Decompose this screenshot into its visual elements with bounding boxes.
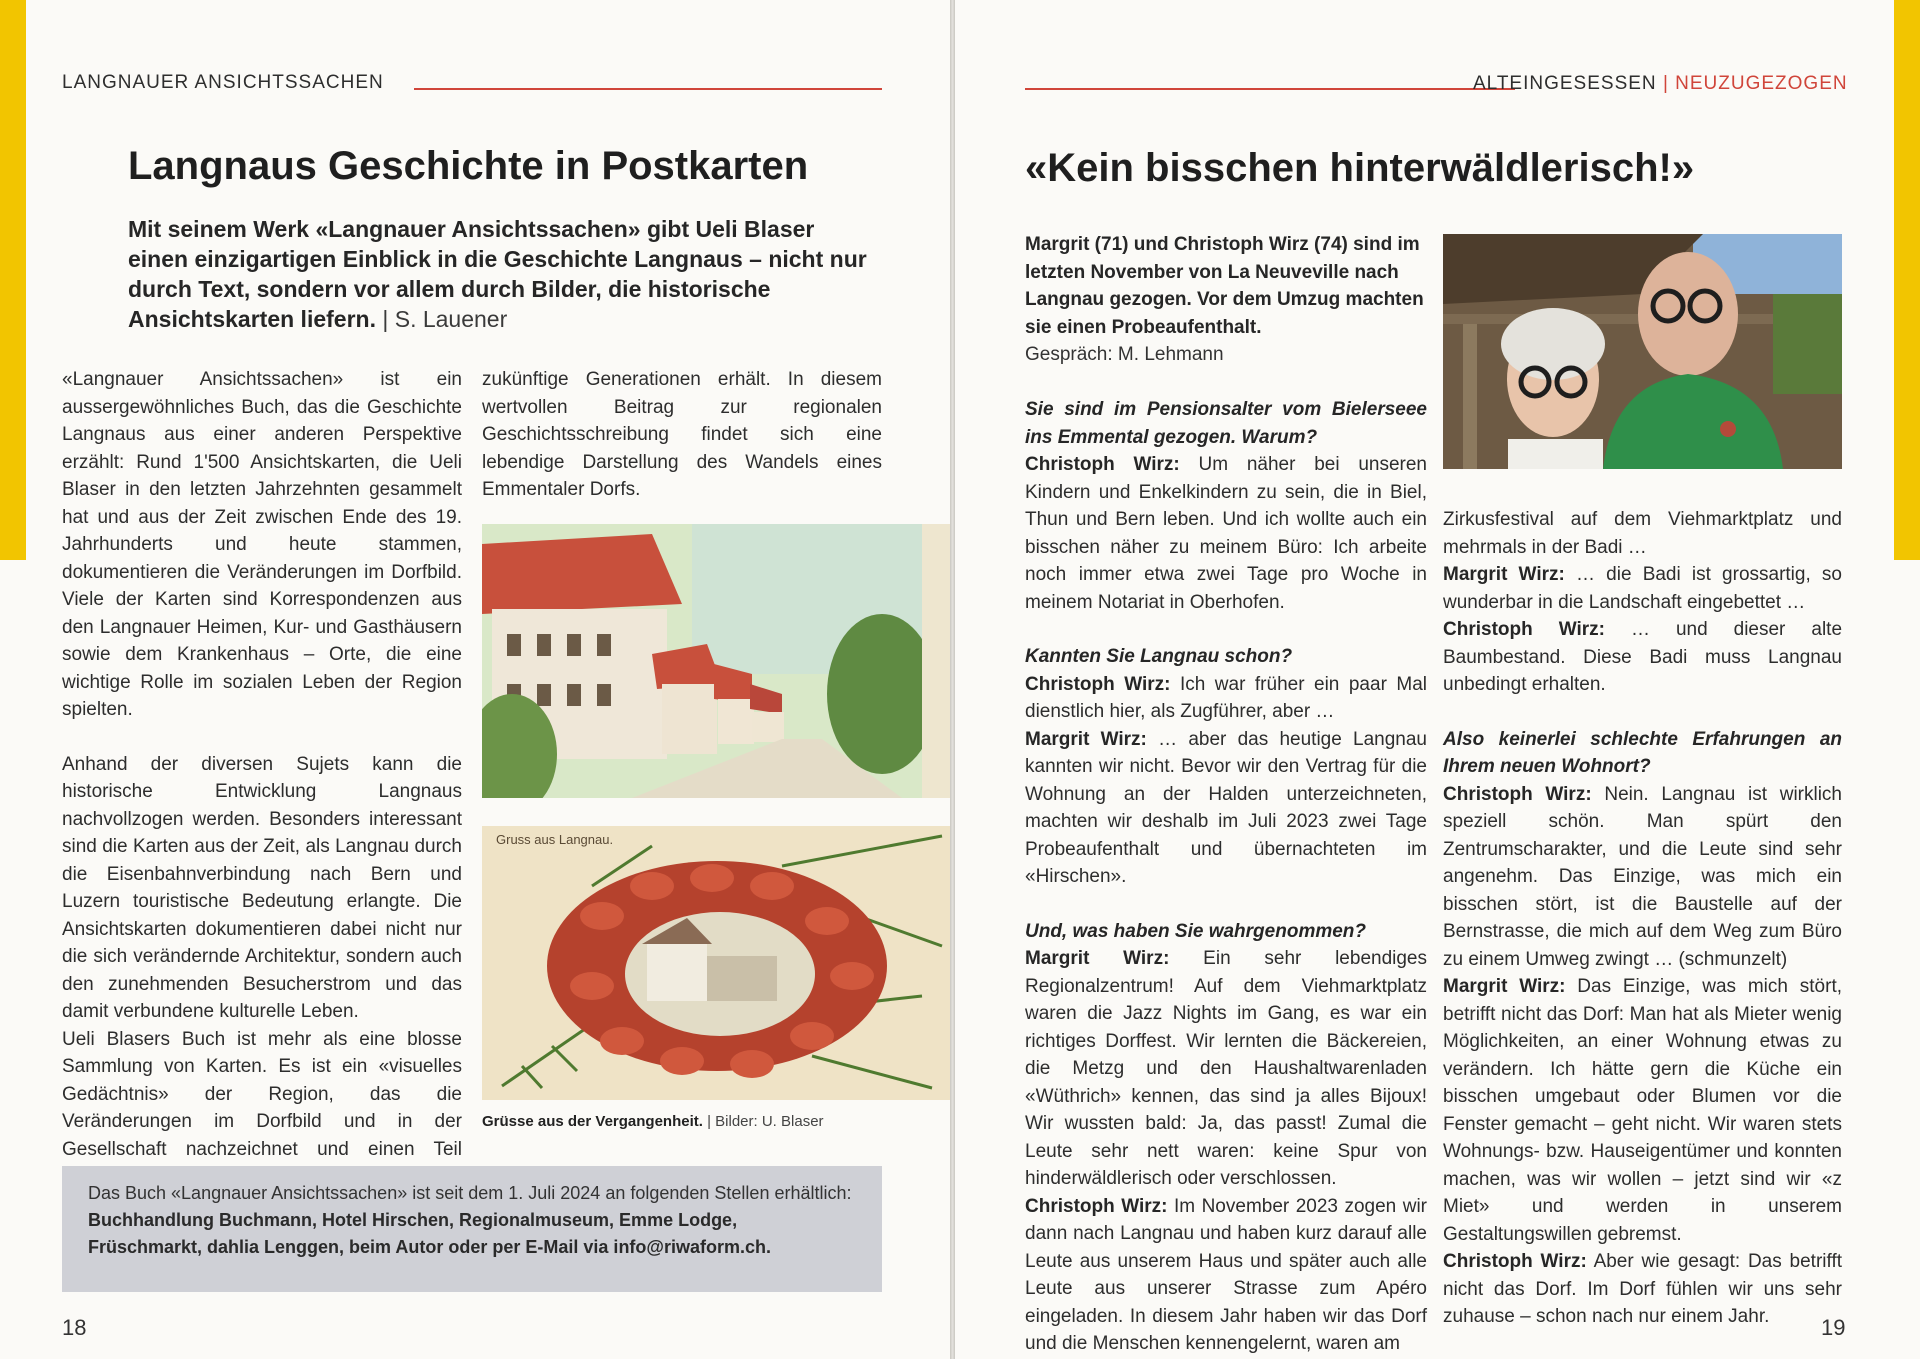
speaker-name: Christoph Wirz: bbox=[1025, 673, 1171, 695]
section-label-new: NEUZUGEZOGEN bbox=[1675, 73, 1848, 94]
interview-answer: Margrit Wirz: … die Badi ist grossartig, so wunderbar in die Landschaft eingebettet … bbox=[1443, 564, 1842, 613]
paragraph: zukünftige Generationen erhält. In diesem wertvollen Beitrag zur regionalen Geschichtsschreibung findet sich eine lebendige Darstellung des Wandels eines Emmentaler Dorfs. bbox=[482, 369, 882, 500]
interview-question: Kannten Sie Langnau schon? bbox=[1025, 646, 1293, 667]
interview-answer: Margrit Wirz: Ein sehr lebendiges Regionalzentrum! Auf dem Viehmarktplatz waren die Jazz Nights im Gang, es war ein richtiges Dorffest. Wir lernten die Bäckereien, die Metzg und den Haushaltwarenladen «Wüthrich» kennen, das sind ja alles Bijoux! Wir wussten bald: Ja, das passt! Zumal die Leute sehr nett waren: keine Spur von hinderwäldlerisch oder verschlossen. bbox=[1025, 948, 1427, 1189]
interview-answer: Margrit Wirz: … aber das heutige Langnau kannten wir nicht. Bevor wir den Vertrag für die Wohnung an der Halden unterzeichneten, machten wir deshalb im Juli 2023 zwei Tage Probeaufenthalt und übernachteten im «Hirschen». bbox=[1025, 728, 1427, 887]
speaker-name: Christoph Wirz: bbox=[1443, 619, 1605, 640]
section-rule bbox=[414, 88, 882, 90]
couple-photo bbox=[1443, 234, 1842, 469]
postcard-text: Gruss aus Langnau. bbox=[496, 832, 614, 847]
interview-answer: Christoph Wirz: Ich war früher ein paar Mal dienstlich hier, als Zugführer, aber … bbox=[1025, 673, 1427, 722]
lead-paragraph bbox=[128, 214, 868, 334]
info-box bbox=[62, 1166, 882, 1292]
yellow-edge-left bbox=[0, 0, 26, 560]
interview-column-1 bbox=[1025, 396, 1427, 1358]
speaker-name: Margrit Wirz: bbox=[1443, 564, 1565, 585]
paragraph: «Langnauer Ansichtssachen» ist ein aussergewöhnliches Buch, das die Geschichte Langnaus aus einer anderen Perspektive erzählt: Rund 1'500 Ansichtskarten, die Ueli Blaser in den letzten Jahrzehnten gesammelt hat und aus der Zeit zwischen Ende des 19. Jahrhunderts und heute stammen, dokumentieren die Veränderungen im Dorfbild. Viele der Karten sind Korrespondenzen aus den Langnauer Heimen, Kur- und Gasthäusern sowie dem Krankenhaus – Orte, die eine wichtige Rolle im sozialen Leben der Region spielten. bbox=[62, 369, 462, 720]
info-box-locations: Buchhandlung Buchmann, Hotel Hirschen, Regionalmuseum, Emme Lodge, Früschmarkt, dahlia Lenggen, beim Autor oder per E-Mail via info@riwaform.ch. bbox=[88, 1210, 771, 1257]
speaker-name: Christoph Wirz: bbox=[1025, 1195, 1168, 1217]
left-page bbox=[0, 0, 950, 1359]
lead-text: Margrit (71) und Christoph Wirz (74) sind im letzten November von La Neuveville nach Langnau gezogen. Vor dem Umzug machten sie einen Probeaufenthalt. bbox=[1025, 234, 1424, 338]
speaker-name: Margrit Wirz: bbox=[1025, 728, 1147, 750]
postcard-village-street bbox=[482, 524, 950, 798]
right-page bbox=[955, 0, 1920, 1359]
text-column-2 bbox=[482, 366, 882, 504]
interview-answer: Christoph Wirz: Aber wie gesagt: Das betrifft nicht das Dorf. Im Dorf fühlen wir uns sehr zuhause – schon nach nur einem Jahr. bbox=[1443, 1251, 1843, 1327]
interview-answer: Zirkusfestival auf dem Viehmarktplatz und mehrmals in der Badi … bbox=[1443, 509, 1842, 558]
page-number: 18 bbox=[62, 1315, 87, 1340]
interview-answer: Christoph Wirz: Im November 2023 zogen wir dann nach Langnau und haben kurz darauf alle Leute aus unserem Haus und später auch alle Leute aus unserer Strasse zum Apéro eingeladen. In diesem Jahr haben wir das Dorf und die Menschen kennengelernt, waren am bbox=[1025, 1195, 1428, 1354]
section-separator: | bbox=[1662, 73, 1669, 94]
article-title: Langnaus Geschichte in Postkarten bbox=[128, 144, 809, 188]
caption-title: Grüsse aus der Vergangenheit. bbox=[482, 1113, 703, 1130]
speaker-name: Christoph Wirz: bbox=[1443, 1251, 1587, 1272]
interview-column-2 bbox=[1443, 506, 1842, 1331]
interview-answer: Margrit Wirz: Das Einzige, was mich stört, betrifft nicht das Dorf: Man hat als Mieter wenig Möglichkeiten, an einer Wohnung etwas zu verändern. Ich hätte gern die Küche ein bisschen umgebaut oder Blumen vor die Fenster gemacht – geht nicht. Wir waren stets Wohnungs- bzw. Hauseigentümer und konnten machen, was wir wollen – jetzt sind wir «z Miet» und werden in unserem Gestaltungswillen gebremst. bbox=[1443, 976, 1842, 1245]
interview-question: Und, was haben Sie wahrgenommen? bbox=[1025, 920, 1367, 942]
lead-byline: | S. Lauener bbox=[382, 306, 508, 332]
page-number: 19 bbox=[1821, 1315, 1846, 1340]
speaker-name: Christoph Wirz: bbox=[1025, 454, 1180, 475]
postcard-pine-cone bbox=[482, 826, 950, 1100]
section-label bbox=[1473, 73, 1848, 95]
speaker-name: Margrit Wirz: bbox=[1025, 948, 1170, 969]
interview-answer: Christoph Wirz: Nein. Langnau ist wirklich speziell schön. Man spürt den Zentrumscharakter, und die Leute sind sehr angenehm. Das Einzige, was mich ein bisschen stört, ist die Baustelle auf der Bernstrasse, die mich auf dem Weg zum Büro zu einem Umweg zwingt … (schmunzelt) bbox=[1443, 783, 1842, 970]
info-box-intro: Das Buch «Langnauer Ansichtssachen» ist seit dem 1. Juli 2024 an folgenden Stellen erhältlich: bbox=[88, 1183, 852, 1203]
caption-credit: | Bilder: U. Blaser bbox=[707, 1113, 824, 1130]
interview-answer: Christoph Wirz: Um näher bei unseren Kindern und Enkelkindern zu sein, die in Biel, Thun und Bern leben. Und ich wollte auch ein bisschen näher zu meinem Büro: Ich arbeite noch immer etwa zwei Tage pro Woche in meinem Notariat in Oberhofen. bbox=[1025, 454, 1427, 613]
speaker-name: Christoph Wirz: bbox=[1443, 783, 1592, 805]
section-label: LANGNAUER ANSICHTSSACHEN bbox=[62, 72, 384, 93]
interview-question: Sie sind im Pensionsalter vom Bielerseee ins Emmental gezogen. Warum? bbox=[1025, 399, 1427, 448]
article-title: «Kein bisschen hinterwäldlerisch!» bbox=[1025, 146, 1695, 190]
paragraph: Anhand der diversen Sujets kann die historische Entwicklung Langnaus nachvollzogen werden. Besonders interessant sind die Karten aus der Zeit, als Langnau durch die Eisenbahnverbindung nach Bern und Luzern touristische Bedeutung erlangte. Die Ansichtskarten dokumentieren dabei nicht nur die sich verändernde Architektur, sondern auch den zunehmenden Besucherstrom und das damit verbundene kulturelle Leben. bbox=[62, 753, 462, 1022]
lead-text: Mit seinem Werk «Langnauer Ansichtssachen» gibt Ueli Blaser einen einzigartigen Einblick in die Geschichte Langnaus – nicht nur durch Text, sondern vor allem durch Bilder, die historische Ansichtskarten liefern. bbox=[128, 216, 867, 332]
paragraph: Ueli Blasers Buch ist mehr als eine blosse Sammlung von Karten. Es ist ein «visuelles Gedächtnis» der Region, das die Veränderungen im Dorfbild und in der Gesellschaft nachzeichnet und einen Teil bbox=[62, 1028, 462, 1160]
text-column-1 bbox=[62, 366, 462, 1191]
lead-block bbox=[1025, 231, 1427, 369]
interview-question: Also keinerlei schlechte Erfahrungen an Ihrem neuen Wohnort? bbox=[1443, 728, 1842, 777]
speaker-name: Margrit Wirz: bbox=[1443, 976, 1566, 997]
lead-byline: Gespräch: M. Lehmann bbox=[1025, 344, 1224, 365]
section-label-old: ALTEINGESESSEN bbox=[1473, 73, 1657, 94]
section-rule bbox=[1025, 88, 1515, 90]
yellow-edge-right bbox=[1894, 0, 1920, 560]
interview-answer: Christoph Wirz: … und dieser alte Baumbestand. Diese Badi muss Langnau unbedingt erhalten. bbox=[1443, 619, 1843, 695]
image-caption bbox=[482, 1113, 824, 1130]
